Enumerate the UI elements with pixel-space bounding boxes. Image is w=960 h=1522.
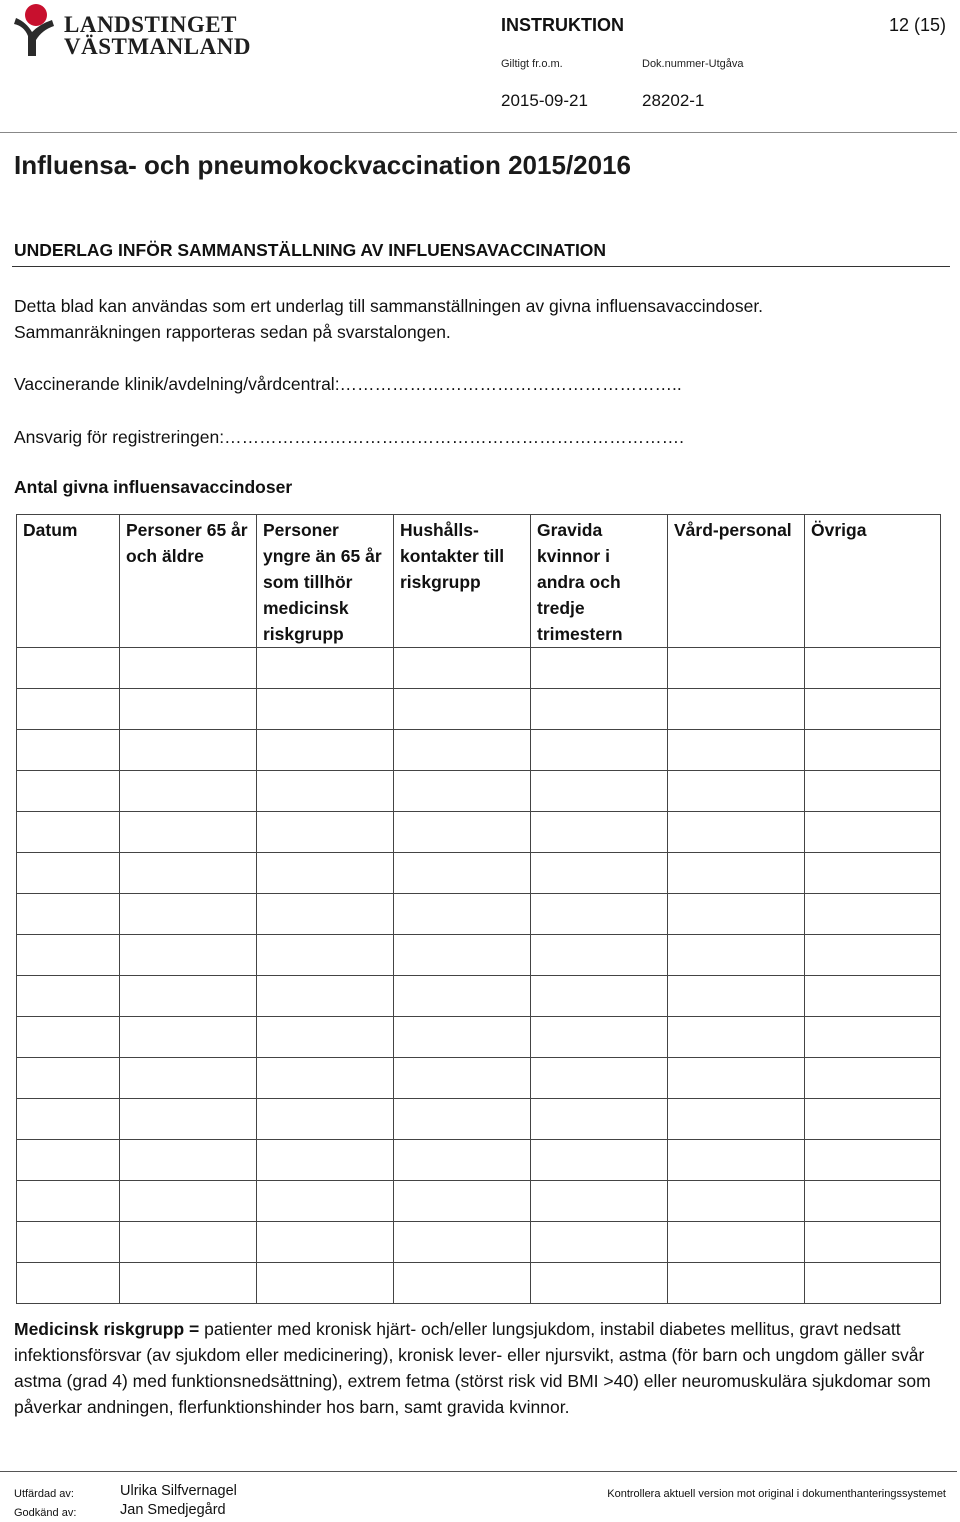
table-cell[interactable] [805, 976, 941, 1017]
table-cell[interactable] [17, 812, 120, 853]
table-cell[interactable] [805, 812, 941, 853]
column-header-pregnant: Gravida kvinnor i andra och tredje trimestern [531, 515, 668, 648]
table-cell[interactable] [805, 1263, 941, 1304]
table-cell[interactable] [257, 1140, 394, 1181]
table-cell[interactable] [805, 689, 941, 730]
table-cell[interactable] [668, 771, 805, 812]
organization-logo [12, 2, 251, 60]
table-cell[interactable] [531, 935, 668, 976]
table-row [17, 1017, 941, 1058]
table-cell[interactable] [17, 771, 120, 812]
table-cell[interactable] [257, 894, 394, 935]
column-header-date: Datum [17, 515, 120, 648]
table-row [17, 976, 941, 1017]
table-row [17, 1222, 941, 1263]
table-cell[interactable] [17, 1140, 120, 1181]
table-cell[interactable] [531, 812, 668, 853]
table-cell[interactable] [531, 730, 668, 771]
version-notice: Kontrollera aktuell version mot original i dokumenthanteringssystemet [607, 1488, 946, 1500]
table-cell[interactable] [531, 1263, 668, 1304]
table-cell[interactable] [394, 1058, 531, 1099]
table-cell[interactable] [17, 1058, 120, 1099]
issued-by-name: Ulrika Silfvernagel [120, 1483, 237, 1499]
table-cell[interactable] [120, 1222, 257, 1263]
table-cell[interactable] [531, 894, 668, 935]
table-cell[interactable] [668, 935, 805, 976]
table-cell[interactable] [668, 1222, 805, 1263]
table-cell[interactable] [257, 648, 394, 689]
table-body [17, 648, 941, 1304]
column-header-other: Övriga [805, 515, 941, 648]
table-cell[interactable] [531, 1140, 668, 1181]
table-cell[interactable] [394, 894, 531, 935]
table-cell[interactable] [394, 1017, 531, 1058]
logo-text-line2: VÄSTMANLAND [64, 34, 251, 59]
table-cell[interactable] [120, 1099, 257, 1140]
table-cell[interactable] [668, 1263, 805, 1304]
table-row [17, 894, 941, 935]
table-cell[interactable] [257, 1058, 394, 1099]
table-cell[interactable] [394, 771, 531, 812]
table-cell[interactable] [668, 853, 805, 894]
table-row [17, 730, 941, 771]
table-cell[interactable] [805, 853, 941, 894]
column-header-healthcare-staff: Vård-personal [668, 515, 805, 648]
table-cell[interactable] [257, 689, 394, 730]
table-cell[interactable] [805, 894, 941, 935]
table-caption: Antal givna influensavaccindoser [14, 477, 293, 497]
table-cell[interactable] [120, 689, 257, 730]
table-cell[interactable] [805, 1058, 941, 1099]
table-row [17, 689, 941, 730]
table-cell[interactable] [120, 1017, 257, 1058]
table-cell[interactable] [668, 730, 805, 771]
table-header-row [17, 515, 941, 648]
table-row [17, 1140, 941, 1181]
logo-text-line1: LANDSTINGET [64, 12, 237, 37]
table-cell[interactable] [17, 1263, 120, 1304]
header-divider [0, 132, 957, 133]
table-row [17, 1181, 941, 1222]
table-cell[interactable] [668, 648, 805, 689]
table-cell[interactable] [257, 771, 394, 812]
column-header-65-plus: Personer 65 år och äldre [120, 515, 257, 648]
table-cell[interactable] [120, 730, 257, 771]
table-cell[interactable] [531, 1017, 668, 1058]
table-row [17, 1099, 941, 1140]
table-cell[interactable] [120, 1181, 257, 1222]
risk-group-footnote [14, 1316, 946, 1420]
table-cell[interactable] [531, 1222, 668, 1263]
table-cell[interactable] [805, 935, 941, 976]
table-cell[interactable] [805, 1099, 941, 1140]
table-row [17, 1263, 941, 1304]
table-cell[interactable] [257, 1099, 394, 1140]
table-cell[interactable] [257, 935, 394, 976]
table-cell[interactable] [531, 1058, 668, 1099]
table-cell[interactable] [394, 1263, 531, 1304]
table-cell[interactable] [531, 1099, 668, 1140]
section-heading: UNDERLAG INFÖR SAMMANSTÄLLNING AV INFLUENSAVACCINATION [14, 240, 607, 260]
table-row [17, 812, 941, 853]
table-cell[interactable] [805, 730, 941, 771]
valid-from-date: 2015-09-21 [501, 91, 588, 110]
table-cell[interactable] [805, 1181, 941, 1222]
logo-emblem-icon [12, 2, 56, 58]
table-cell[interactable] [17, 1222, 120, 1263]
column-header-risk-under-65: Personer yngre än 65 år som tillhör medicinsk riskgrupp [257, 515, 394, 648]
table-cell[interactable] [394, 1140, 531, 1181]
table-cell[interactable] [120, 1263, 257, 1304]
table-cell[interactable] [257, 812, 394, 853]
table-cell[interactable] [394, 976, 531, 1017]
table-cell[interactable] [120, 935, 257, 976]
table-cell[interactable] [17, 894, 120, 935]
table-cell[interactable] [394, 812, 531, 853]
table-cell[interactable] [531, 771, 668, 812]
footer-divider [0, 1471, 957, 1472]
table-cell[interactable] [120, 894, 257, 935]
table-cell[interactable] [394, 689, 531, 730]
docnum-label: Dok.nummer-Utgåva [642, 58, 744, 70]
table-cell[interactable] [668, 976, 805, 1017]
table-cell[interactable] [668, 812, 805, 853]
table-cell[interactable] [394, 1181, 531, 1222]
responsible-field[interactable]: Ansvarig för registreringen:……………………………………………………………………. [14, 427, 684, 447]
table-cell[interactable] [257, 1263, 394, 1304]
table-cell[interactable] [394, 853, 531, 894]
column-header-household: Hushålls-kontakter till riskgrupp [394, 515, 531, 648]
table-cell[interactable] [668, 689, 805, 730]
table-cell[interactable] [17, 1017, 120, 1058]
table-row [17, 771, 941, 812]
table-row [17, 935, 941, 976]
section-divider [12, 266, 950, 267]
table-cell[interactable] [257, 1017, 394, 1058]
table-cell[interactable] [257, 853, 394, 894]
table-cell[interactable] [257, 976, 394, 1017]
table-cell[interactable] [120, 812, 257, 853]
table-cell[interactable] [17, 648, 120, 689]
table-cell[interactable] [120, 648, 257, 689]
footnote-term: Medicinsk riskgrupp = [14, 1319, 200, 1339]
table-cell[interactable] [668, 1181, 805, 1222]
table-cell[interactable] [394, 648, 531, 689]
table-row [17, 648, 941, 689]
issued-by-label: Utfärdad av: [14, 1488, 74, 1500]
vaccination-count-table [16, 514, 941, 1304]
table-cell[interactable] [531, 689, 668, 730]
table-cell[interactable] [668, 894, 805, 935]
table-cell[interactable] [257, 1222, 394, 1263]
table-cell[interactable] [668, 1058, 805, 1099]
table-cell[interactable] [17, 935, 120, 976]
table-cell[interactable] [805, 648, 941, 689]
table-cell[interactable] [17, 853, 120, 894]
document-number: 28202-1 [642, 91, 705, 110]
approved-by-name: Jan Smedjegård [120, 1502, 226, 1518]
table-cell[interactable] [805, 1222, 941, 1263]
table-cell[interactable] [805, 1017, 941, 1058]
table-cell[interactable] [531, 853, 668, 894]
table-cell[interactable] [257, 730, 394, 771]
table-row [17, 1058, 941, 1099]
table-cell[interactable] [394, 1222, 531, 1263]
valid-from-label: Giltigt fr.o.m. [501, 58, 563, 70]
table-cell[interactable] [120, 853, 257, 894]
page-title: Influensa- och pneumokockvaccination 2015/2016 [14, 150, 632, 180]
intro-line-2: Sammanräkningen rapporteras sedan på svarstalongen. [14, 322, 451, 342]
table-cell[interactable] [394, 935, 531, 976]
clinic-field[interactable]: Vaccinerande klinik/avdelning/vårdcentral:………………………………………………….. [14, 374, 682, 394]
table-cell[interactable] [17, 689, 120, 730]
table-cell[interactable] [120, 1058, 257, 1099]
table-row [17, 853, 941, 894]
table-cell[interactable] [17, 976, 120, 1017]
table-cell[interactable] [531, 648, 668, 689]
table-cell[interactable] [120, 1140, 257, 1181]
table-cell[interactable] [394, 730, 531, 771]
table-cell[interactable] [805, 771, 941, 812]
table-cell[interactable] [120, 976, 257, 1017]
table-cell[interactable] [257, 1181, 394, 1222]
table-cell[interactable] [531, 1181, 668, 1222]
table-cell[interactable] [120, 771, 257, 812]
table-cell[interactable] [668, 1140, 805, 1181]
table-cell[interactable] [668, 1099, 805, 1140]
table-cell[interactable] [394, 1099, 531, 1140]
table-cell[interactable] [805, 1140, 941, 1181]
table-cell[interactable] [17, 730, 120, 771]
table-cell[interactable] [17, 1099, 120, 1140]
footnote-text: patienter med kronisk hjärt- och/eller lungsjukdom, instabil diabetes mellitus, gravt nedsatt infektionsförsvar (av sjukdom eller medicinering), kronisk lever- eller njursvikt, astma (för barn och ungdom gäller svår astma (grad 4) med funktionsnedsättning), extrem fetma (störst risk vid BMI >40) eller neuromuskulära sjukdomar som påverkar andningen, flerfunktionshinder hos barn, samt gravida kvinnor. [14, 1319, 931, 1417]
page-number: 12 (15) [888, 15, 946, 35]
approved-by-label: Godkänd av: [14, 1507, 77, 1519]
table-cell[interactable] [668, 1017, 805, 1058]
table-cell[interactable] [17, 1181, 120, 1222]
intro-line-1: Detta blad kan användas som ert underlag till sammanställningen av givna influensavaccindoser. [14, 296, 764, 316]
table-cell[interactable] [531, 976, 668, 1017]
document-type: INSTRUKTION [501, 15, 624, 35]
